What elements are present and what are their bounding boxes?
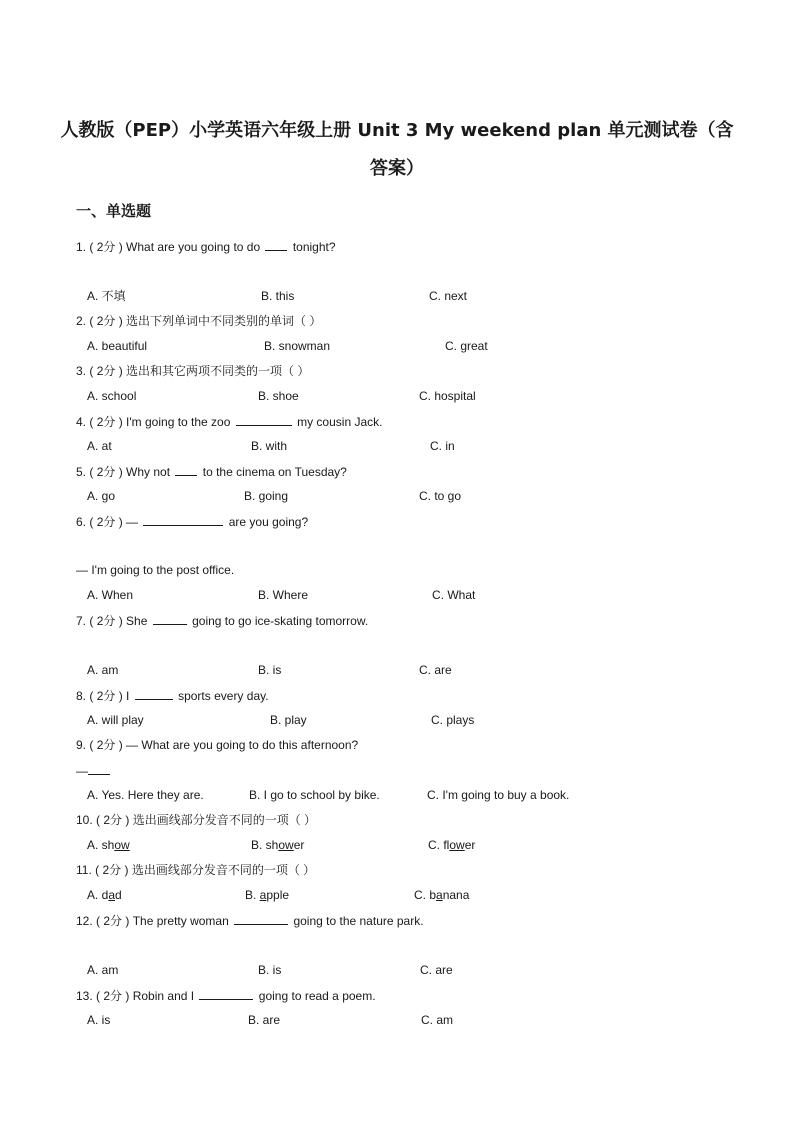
- question-7: [76, 612, 368, 629]
- answer-blank: [143, 513, 223, 526]
- option-a: [87, 887, 122, 903]
- question-text: Robin and I: [132, 989, 195, 1003]
- question-score: ( 2分 ): [89, 364, 123, 378]
- option-a: A. go: [87, 489, 116, 503]
- option-b: B. are: [248, 1013, 281, 1027]
- question-number: 12.: [76, 914, 93, 928]
- question-text: sports every day.: [178, 689, 269, 703]
- underlined-letters: a: [108, 888, 116, 902]
- question-text: —: [126, 515, 139, 529]
- question-4: [76, 413, 382, 430]
- question-score: ( 2分 ): [89, 614, 123, 628]
- option-b: B. going: [244, 489, 289, 503]
- underlined-letters: ow: [114, 838, 130, 852]
- question-number: 5.: [76, 465, 87, 479]
- question-score: ( 2分 ): [89, 415, 123, 429]
- option-c: C. I'm going to buy a book.: [427, 788, 570, 802]
- question-score: ( 2分 ): [95, 863, 129, 877]
- option-b: B. this: [261, 289, 295, 303]
- question-text: — What are you going to do this afternoon?: [126, 738, 359, 752]
- option-c: C. next: [429, 289, 468, 303]
- question-text: 选出画线部分发音不同的一项（ ）: [131, 863, 316, 877]
- question-13: [76, 987, 376, 1004]
- question-score: ( 2分 ): [96, 813, 130, 827]
- question-9: [76, 737, 358, 753]
- option-text: A. sh: [87, 838, 115, 852]
- option-a: A. When: [87, 588, 134, 602]
- option-b: B. shoe: [258, 389, 299, 403]
- question-text: going to the nature park.: [293, 914, 424, 928]
- option-b: B. with: [251, 439, 288, 453]
- option-b: B. I go to school by bike.: [249, 788, 380, 802]
- question-number: 10.: [76, 813, 93, 827]
- question-text: to the cinema on Tuesday?: [202, 465, 347, 479]
- page-title: 人教版（PEP）小学英语六年级上册 Unit 3 My weekend plan 单元测试卷（含答案）: [60, 120, 734, 179]
- option-c: C. What: [432, 588, 476, 602]
- question-text: She: [126, 614, 148, 628]
- question-text: tonight?: [292, 240, 336, 254]
- question-score: ( 2分 ): [89, 240, 123, 254]
- question-5: [76, 463, 347, 480]
- question-number: 2.: [76, 314, 87, 328]
- answer-blank: [135, 687, 173, 700]
- section-heading: 一、单选题: [76, 202, 152, 220]
- option-a: [87, 837, 130, 853]
- question-number: 3.: [76, 364, 87, 378]
- option-text: er: [464, 838, 476, 852]
- question-number: 11.: [76, 863, 92, 877]
- option-a: A. beautiful: [87, 339, 148, 353]
- question-text: 选出和其它两项不同类的一项（ ）: [126, 364, 310, 378]
- answer-blank: [199, 987, 253, 1000]
- question-score: ( 2分 ): [89, 689, 123, 703]
- question-score: ( 2分 ): [89, 738, 123, 752]
- answer-blank: [153, 612, 187, 625]
- question-number: 9.: [76, 738, 87, 752]
- question-12: [76, 912, 424, 929]
- option-c: C. are: [419, 663, 452, 677]
- question-10: [76, 812, 316, 828]
- option-text: pple: [266, 888, 290, 902]
- question-text: The pretty woman: [132, 914, 229, 928]
- question-number: 7.: [76, 614, 87, 628]
- option-c: C. plays: [431, 713, 475, 727]
- option-c: C. am: [421, 1013, 454, 1027]
- option-text: B.: [245, 888, 260, 902]
- question-8: [76, 687, 269, 704]
- dialog-dash: —: [76, 764, 88, 778]
- option-a: A. Yes. Here they are.: [87, 788, 204, 802]
- option-b: [251, 837, 304, 853]
- option-b: B. is: [258, 963, 282, 977]
- option-a: A. is: [87, 1013, 111, 1027]
- underlined-letters: ow: [449, 838, 465, 852]
- option-c: C. hospital: [419, 389, 476, 403]
- option-b: B. is: [258, 663, 282, 677]
- option-c: C. are: [420, 963, 453, 977]
- option-text: B. sh: [251, 838, 279, 852]
- question-text: are you going?: [228, 515, 309, 529]
- answer-blank: [88, 762, 110, 775]
- option-a: A. will play: [87, 713, 144, 727]
- dialog-answer: — I'm going to the post office.: [76, 563, 235, 577]
- question-number: 13.: [76, 989, 93, 1003]
- answer-blank: [234, 912, 288, 925]
- option-c: C. in: [430, 439, 455, 453]
- question-text: going to read a poem.: [258, 989, 376, 1003]
- question-number: 8.: [76, 689, 87, 703]
- underlined-letters: ow: [278, 838, 294, 852]
- question-2: [76, 313, 321, 329]
- question-text: What are you going to do: [126, 240, 261, 254]
- question-score: ( 2分 ): [89, 314, 123, 328]
- question-text: I'm going to the zoo: [126, 415, 231, 429]
- question-number: 4.: [76, 415, 87, 429]
- option-a: A. at: [87, 439, 112, 453]
- answer-blank: [265, 238, 287, 251]
- question-text: going to go ice-skating tomorrow.: [192, 614, 369, 628]
- question-text: 选出画线部分发音不同的一项（ ）: [132, 813, 317, 827]
- question-score: ( 2分 ): [89, 465, 123, 479]
- option-a: A. 不填: [87, 289, 126, 303]
- question-1: [76, 238, 336, 255]
- option-a: A. school: [87, 389, 137, 403]
- question-3: [76, 363, 309, 379]
- question-score: ( 2分 ): [89, 515, 123, 529]
- question-text: Why not: [126, 465, 171, 479]
- option-b: B. play: [270, 713, 307, 727]
- option-a: A. am: [87, 663, 119, 677]
- option-c: [414, 887, 469, 903]
- option-c: [428, 837, 475, 853]
- option-c: C. great: [445, 339, 488, 353]
- option-text: nana: [442, 888, 470, 902]
- answer-blank: [175, 463, 197, 476]
- answer-blank: [236, 413, 292, 426]
- question-score: ( 2分 ): [96, 989, 130, 1003]
- underlined-letters: a: [259, 888, 267, 902]
- option-text: C. b: [414, 888, 437, 902]
- option-b: B. Where: [258, 588, 309, 602]
- question-score: ( 2分 ): [96, 914, 130, 928]
- option-text: er: [293, 838, 305, 852]
- option-c: C. to go: [419, 489, 462, 503]
- option-b: [245, 887, 289, 903]
- question-text: 选出下列单词中不同类别的单词（ ）: [126, 314, 322, 328]
- option-b: B. snowman: [264, 339, 331, 353]
- underlined-letters: a: [436, 888, 443, 902]
- question-text: my cousin Jack.: [297, 415, 383, 429]
- question-11: [76, 862, 315, 878]
- option-a: A. am: [87, 963, 119, 977]
- dialog-answer: [76, 762, 112, 779]
- question-text: I: [126, 689, 130, 703]
- question-number: 1.: [76, 240, 87, 254]
- option-text: A. d: [87, 888, 109, 902]
- option-text: C. fl: [428, 838, 450, 852]
- option-text: d: [115, 888, 122, 902]
- question-6: [76, 513, 308, 530]
- question-number: 6.: [76, 515, 87, 529]
